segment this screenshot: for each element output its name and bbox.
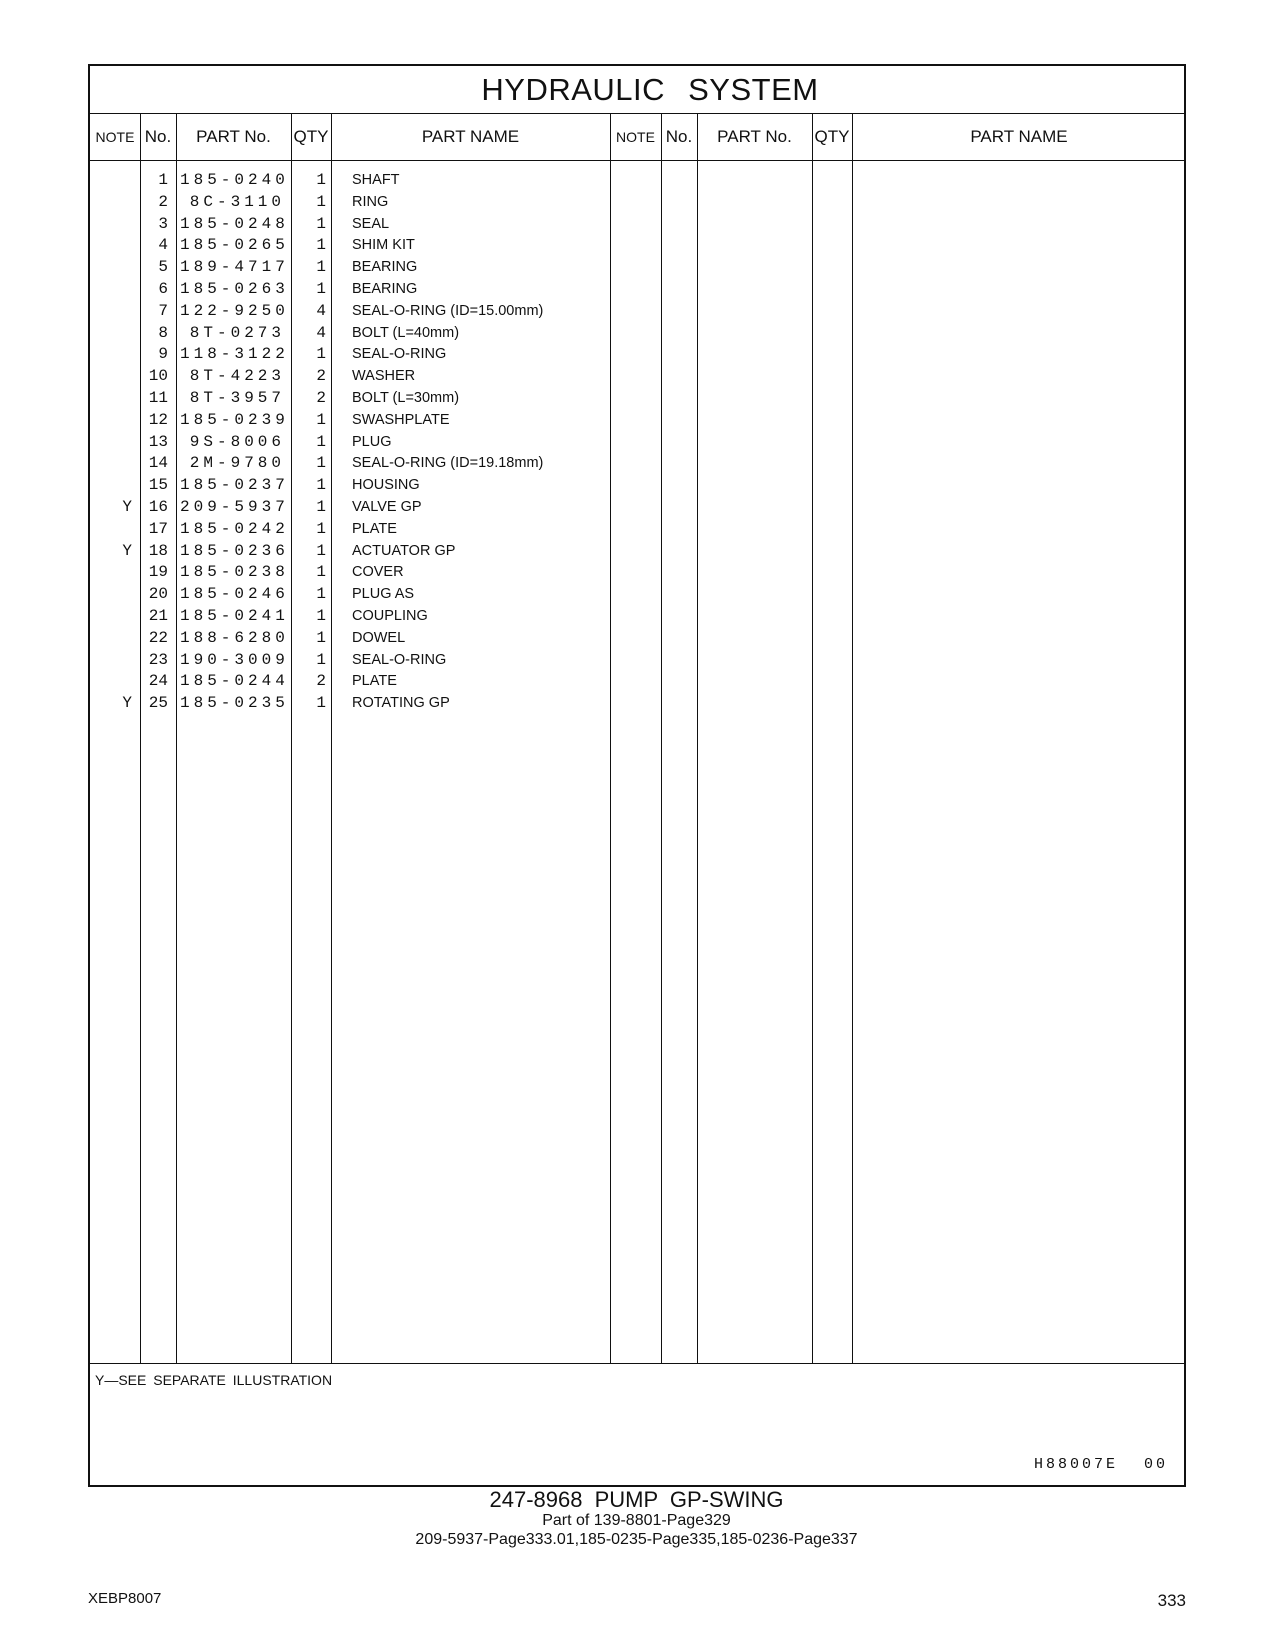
part-item-number: 20 <box>148 585 168 604</box>
publication-code: XEBP8007 <box>88 1590 162 1607</box>
part-item-number: 13 <box>148 432 168 451</box>
part-number: 185-0238 <box>180 563 289 582</box>
part-name: VALVE GP <box>352 499 422 515</box>
part-item-number: 25 <box>148 694 168 713</box>
part-item-number: 17 <box>148 519 168 538</box>
part-number: 185-0263 <box>180 280 289 298</box>
footer-divider <box>90 1363 1184 1364</box>
part-number: 185-0244 <box>180 672 289 691</box>
header-no-left: No. <box>144 127 172 146</box>
part-item-number: 18 <box>148 541 168 560</box>
header-part-no-left: PART No. <box>196 127 271 146</box>
part-name: SHIM KIT <box>352 237 415 254</box>
part-number: 2M-9780 <box>189 454 285 473</box>
part-number: 8C-3110 <box>189 192 285 211</box>
caption-page-references: 209-5937-Page333.01,185-0235-Page335,185-0236-Page337 <box>415 1531 858 1548</box>
part-quantity: 1 <box>316 563 326 582</box>
part-name: BOLT (L=30mm) <box>352 390 460 406</box>
part-number: 185-0237 <box>180 476 289 495</box>
part-note <box>90 583 132 606</box>
part-quantity: 1 <box>316 454 326 473</box>
part-item-number: 6 <box>158 280 168 298</box>
part-note <box>90 365 132 388</box>
part-quantity: 1 <box>316 607 326 625</box>
part-name: BOLT (L=40mm) <box>352 324 460 341</box>
table-row <box>90 627 1184 650</box>
part-item-number: 1 <box>158 171 168 189</box>
caption-parent-reference: Part of 139-8801-Page329 <box>542 1512 731 1529</box>
part-quantity: 1 <box>316 541 326 560</box>
part-name: BEARING <box>352 259 418 276</box>
part-quantity: 1 <box>316 519 326 538</box>
part-note <box>90 278 132 301</box>
table-row <box>90 496 1184 519</box>
header-qty-right: QTY <box>814 127 850 146</box>
part-quantity: 1 <box>316 258 326 277</box>
part-number: 185-0236 <box>180 541 289 560</box>
part-name: DOWEL <box>352 629 406 646</box>
part-item-number: 12 <box>148 410 168 429</box>
part-name: PLUG <box>352 433 392 450</box>
part-note <box>90 213 132 236</box>
part-quantity: 1 <box>316 214 326 233</box>
header-note-right: NOTE <box>616 129 655 145</box>
part-item-number: 23 <box>148 650 168 669</box>
part-note: Y <box>122 498 132 516</box>
part-item-number: 10 <box>148 367 168 386</box>
part-name: SEAL-O-RING (ID=15.00mm) <box>352 302 544 319</box>
part-number: 185-0242 <box>180 519 289 538</box>
part-name: COUPLING <box>352 608 428 624</box>
part-item-number: 24 <box>148 672 168 691</box>
table-row <box>90 387 1184 410</box>
document-code: H88007E 00 <box>1033 1456 1168 1473</box>
part-note <box>90 169 132 192</box>
part-item-number: 7 <box>158 301 168 320</box>
part-quantity: 4 <box>316 323 326 342</box>
part-name: SHAFT <box>352 172 400 188</box>
part-item-number: 14 <box>148 454 168 473</box>
part-name: ROTATING GP <box>352 695 450 712</box>
part-number: 185-0246 <box>180 585 289 604</box>
part-note <box>90 561 132 584</box>
part-number: 8T-4223 <box>189 367 285 386</box>
part-number: 190-3009 <box>180 650 289 669</box>
part-number: 209-5937 <box>180 498 289 516</box>
table-row <box>90 583 1184 606</box>
table-row <box>90 278 1184 301</box>
part-note: Y <box>122 541 132 560</box>
part-item-number: 5 <box>158 258 168 277</box>
table-row <box>90 474 1184 497</box>
part-number: 9S-8006 <box>189 432 285 451</box>
part-number: 185-0248 <box>180 214 289 233</box>
part-name: RING <box>352 193 389 210</box>
table-row <box>90 300 1184 323</box>
part-name: PLUG AS <box>352 586 415 603</box>
part-item-number: 9 <box>158 345 168 364</box>
table-row <box>90 191 1184 214</box>
header-part-no-right: PART No. <box>717 127 792 146</box>
part-note <box>90 234 132 257</box>
part-note <box>90 409 132 432</box>
part-name: WASHER <box>352 368 416 385</box>
part-quantity: 1 <box>316 432 326 451</box>
part-name: PLATE <box>352 673 397 690</box>
table-header <box>90 114 1184 161</box>
page-number: 333 <box>1157 1591 1186 1610</box>
part-item-number: 11 <box>148 389 168 407</box>
part-quantity: 1 <box>316 345 326 364</box>
table-row <box>90 561 1184 584</box>
footnote: Y—SEE SEPARATE ILLUSTRATION <box>95 1372 333 1388</box>
part-item-number: 4 <box>158 236 168 255</box>
header-no-right: No. <box>665 127 693 146</box>
part-note <box>90 387 132 410</box>
table-row <box>90 169 1184 192</box>
part-number: 8T-0273 <box>189 323 285 342</box>
part-quantity: 1 <box>316 280 326 298</box>
part-quantity: 2 <box>316 389 326 407</box>
part-number: 122-9250 <box>180 301 289 320</box>
caption-main: 247-8968 PUMP GP-SWING <box>489 1487 784 1512</box>
part-note <box>90 670 132 693</box>
section-title: HYDRAULIC SYSTEM <box>90 66 1184 114</box>
table-row <box>90 343 1184 366</box>
part-name: PLATE <box>352 520 397 537</box>
part-quantity: 1 <box>316 476 326 495</box>
part-name: ACTUATOR GP <box>352 542 456 559</box>
table-row <box>90 409 1184 432</box>
table-row <box>90 322 1184 345</box>
part-name: COVER <box>352 564 404 581</box>
part-item-number: 16 <box>148 498 168 516</box>
part-note <box>90 322 132 345</box>
table-row <box>90 213 1184 236</box>
part-name: HOUSING <box>352 477 420 494</box>
part-item-number: 2 <box>158 192 168 211</box>
header-part-name-left: PART NAME <box>421 127 520 146</box>
part-quantity: 2 <box>316 672 326 691</box>
part-quantity: 1 <box>316 498 326 516</box>
table-row <box>90 540 1184 563</box>
part-number: 185-0240 <box>180 171 289 189</box>
part-item-number: 15 <box>148 476 168 495</box>
part-item-number: 3 <box>158 214 168 233</box>
part-note <box>90 627 132 650</box>
part-note <box>90 343 132 366</box>
part-number: 185-0235 <box>180 694 289 713</box>
part-quantity: 1 <box>316 410 326 429</box>
table-row <box>90 431 1184 454</box>
part-number: 118-3122 <box>180 345 289 364</box>
part-name: SEAL <box>352 215 390 232</box>
part-quantity: 2 <box>316 367 326 386</box>
part-note <box>90 474 132 497</box>
header-qty-left: QTY <box>293 127 329 146</box>
table-row <box>90 256 1184 279</box>
part-number: 189-4717 <box>180 258 289 277</box>
part-note <box>90 518 132 541</box>
header-part-name-right: PART NAME <box>970 127 1068 146</box>
part-note <box>90 191 132 214</box>
part-name: SEAL-O-RING <box>352 346 447 363</box>
table-row <box>90 692 1184 715</box>
part-name: BEARING <box>352 281 418 297</box>
part-quantity: 1 <box>316 171 326 189</box>
table-row <box>90 670 1184 693</box>
part-number: 185-0239 <box>180 410 289 429</box>
part-note <box>90 300 132 323</box>
part-number: 185-0265 <box>180 236 289 255</box>
part-quantity: 1 <box>316 236 326 255</box>
part-quantity: 1 <box>316 694 326 713</box>
part-quantity: 1 <box>316 585 326 604</box>
part-item-number: 8 <box>158 323 168 342</box>
part-item-number: 19 <box>148 563 168 582</box>
part-number: 185-0241 <box>180 607 289 625</box>
table-row <box>90 365 1184 388</box>
part-quantity: 4 <box>316 301 326 320</box>
header-note-left: NOTE <box>95 129 135 145</box>
part-number: 8T-3957 <box>189 389 285 407</box>
table-row <box>90 452 1184 475</box>
part-note <box>90 452 132 475</box>
part-note <box>90 256 132 279</box>
part-note: Y <box>122 694 132 713</box>
table-row <box>90 605 1184 628</box>
part-note <box>90 605 132 628</box>
parts-list-frame <box>88 64 1186 1487</box>
table-row <box>90 649 1184 672</box>
part-name: SEAL-O-RING (ID=19.18mm) <box>352 455 544 472</box>
part-quantity: 1 <box>316 650 326 669</box>
part-quantity: 1 <box>316 192 326 211</box>
table-row <box>90 518 1184 541</box>
part-quantity: 1 <box>316 628 326 647</box>
part-name: SWASHPLATE <box>352 411 450 428</box>
part-item-number: 22 <box>148 628 168 647</box>
part-note <box>90 649 132 672</box>
part-number: 188-6280 <box>180 628 289 647</box>
part-note <box>90 431 132 454</box>
part-name: SEAL-O-RING <box>352 651 447 668</box>
table-row <box>90 234 1184 257</box>
part-item-number: 21 <box>148 607 168 625</box>
